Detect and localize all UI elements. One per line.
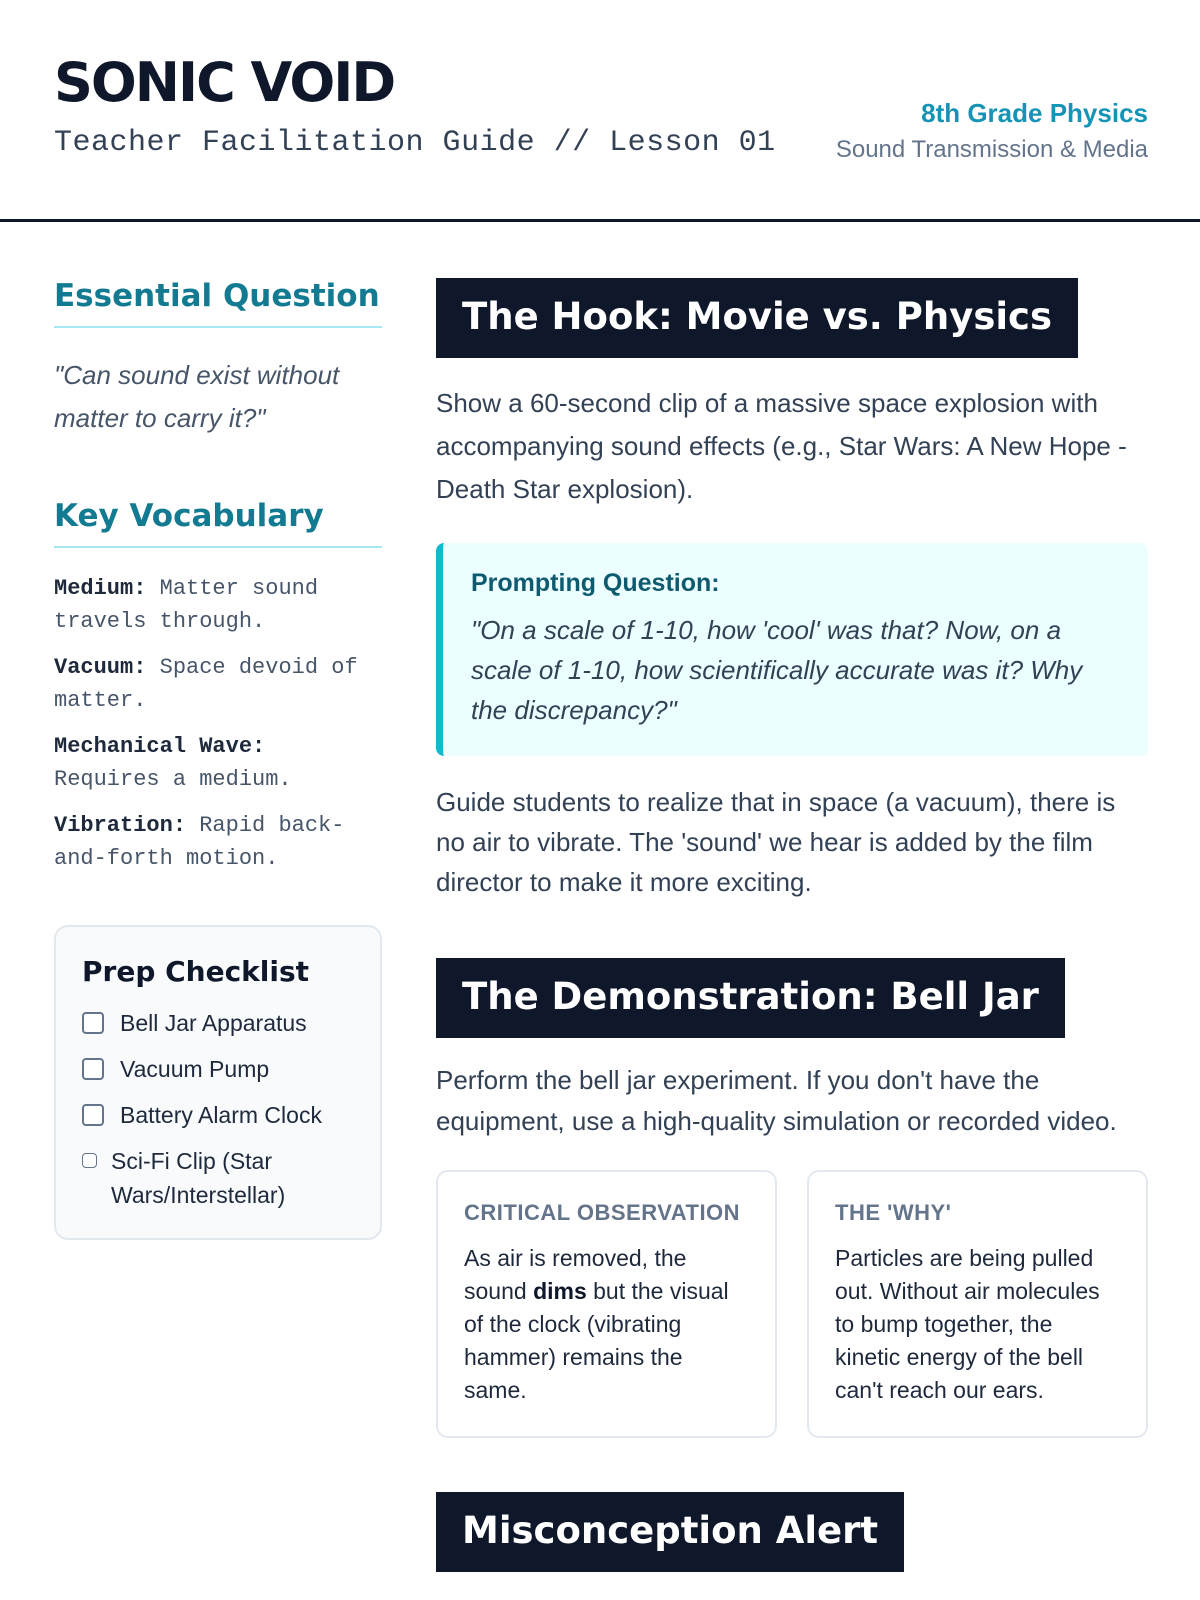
vocab-item bbox=[54, 572, 382, 638]
hook-intro: Show a 60-second clip of a massive space explosion with accompanying sound effects (e.g., Star Wars: A New Hope - Death Star explosion). bbox=[436, 388, 1127, 504]
misconception-heading: Misconception Alert bbox=[436, 1492, 904, 1572]
essential-question-text: "Can sound exist without matter to carry it?" bbox=[54, 360, 340, 433]
checklist-item-label: Vacuum Pump bbox=[120, 1056, 270, 1082]
vocab-term: Mechanical Wave: bbox=[54, 734, 266, 759]
sidebar bbox=[54, 278, 382, 1240]
demonstration-heading: The Demonstration: Bell Jar bbox=[436, 958, 1065, 1038]
grade-level: 8th Grade Physics bbox=[921, 98, 1148, 128]
checklist-item-label: Sci-Fi Clip (Star Wars/Interstellar) bbox=[111, 1148, 286, 1208]
demonstration-intro: Perform the bell jar experiment. If you don't have the equipment, use a high-quality simulation or recorded video. bbox=[436, 1065, 1117, 1136]
main-content bbox=[436, 278, 1148, 1572]
checkbox[interactable] bbox=[82, 1058, 104, 1080]
vocabulary-heading: Key Vocabulary bbox=[54, 498, 382, 548]
checklist-item bbox=[82, 1052, 356, 1086]
vocab-item bbox=[54, 730, 382, 796]
checklist-item bbox=[82, 1144, 356, 1212]
checkbox[interactable] bbox=[82, 1153, 97, 1168]
page-header bbox=[0, 0, 1200, 222]
hook-guide: Guide students to realize that in space (a vacuum), there is no air to vibrate. The 'sound' we hear is added by the film director to make it more exciting. bbox=[436, 787, 1116, 897]
vocab-definition: Rapid back-and-forth motion. bbox=[54, 813, 345, 871]
card-label: CRITICAL OBSERVATION bbox=[464, 1200, 741, 1225]
card-text-part: but the visual of the clock (vibrating hammer) remains the same. bbox=[464, 1278, 729, 1403]
lesson-topic: Sound Transmission & Media bbox=[835, 136, 1148, 163]
vocab-definition: Requires a medium. bbox=[54, 767, 292, 792]
vocab-term: Medium: bbox=[54, 576, 147, 601]
brand-title: SONIC VOID bbox=[54, 51, 395, 114]
callout-label: Prompting Question: bbox=[471, 569, 720, 597]
checkbox[interactable] bbox=[82, 1012, 104, 1034]
card-text: Particles are being pulled out. Without air molecules to bump together, the kinetic energy of the bell can't reach our ears. bbox=[835, 1245, 1100, 1403]
card-text-part: As air is removed, the sound bbox=[464, 1245, 687, 1304]
checklist-item-label: Battery Alarm Clock bbox=[120, 1102, 322, 1128]
vocab-term: Vibration: bbox=[54, 813, 187, 838]
vocab-term: Vacuum: bbox=[54, 655, 147, 680]
vocab-definition: Space devoid of matter. bbox=[54, 655, 358, 713]
emphasis-text: dims bbox=[533, 1278, 587, 1304]
card-text bbox=[464, 1242, 749, 1407]
checkbox[interactable] bbox=[82, 1104, 104, 1126]
guide-subtitle: Teacher Facilitation Guide // Lesson 01 bbox=[54, 126, 776, 160]
checklist-item bbox=[82, 1098, 356, 1132]
card-label: THE 'WHY' bbox=[835, 1200, 952, 1225]
hook-heading: The Hook: Movie vs. Physics bbox=[436, 278, 1078, 358]
observation-card bbox=[436, 1170, 777, 1438]
callout-quote: "On a scale of 1-10, how 'cool' was that? Now, on a scale of 1-10, how scientifically accurate was it? Why the discrepancy?" bbox=[471, 615, 1083, 725]
vocabulary-list bbox=[54, 572, 382, 875]
checklist-title: Prep Checklist bbox=[82, 955, 310, 988]
vocab-item bbox=[54, 809, 382, 875]
vocab-definition: Matter sound travels through. bbox=[54, 576, 319, 634]
demonstration-cards bbox=[436, 1170, 1148, 1438]
essential-question-heading: Essential Question bbox=[54, 278, 382, 328]
prompting-question-callout bbox=[436, 543, 1148, 756]
why-card bbox=[807, 1170, 1148, 1438]
checklist-item bbox=[82, 1006, 356, 1040]
checklist-item-label: Bell Jar Apparatus bbox=[120, 1010, 307, 1036]
vocab-item bbox=[54, 651, 382, 717]
prep-checklist bbox=[54, 925, 382, 1240]
